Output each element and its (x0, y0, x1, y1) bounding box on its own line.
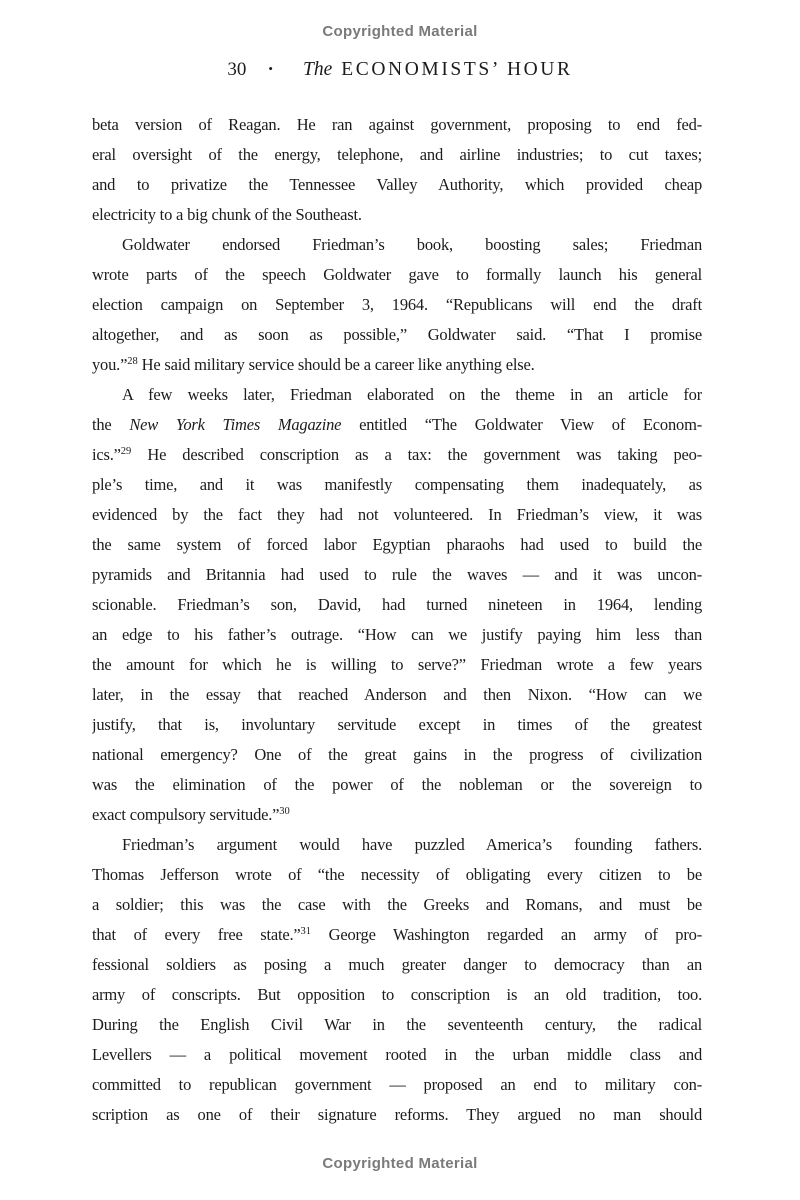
text-segment: ple’s time, and it was manifestly compensating them inadequately, as (92, 475, 702, 494)
header-bullet-separator: • (268, 61, 273, 76)
text-line (92, 230, 702, 260)
text-line (92, 1040, 702, 1070)
footnote-reference: 30 (279, 806, 290, 817)
text-segment: Goldwater endorsed Friedman’s book, boosting sales; Friedman (122, 235, 702, 254)
text-line (92, 620, 702, 650)
text-segment: A few weeks later, Friedman elaborated on the theme in an article for (122, 385, 702, 404)
text-segment: and to privatize the Tennessee Valley Authority, which provided cheap (92, 175, 702, 194)
text-segment: an edge to his father’s outrage. “How can we justify paying him less than (92, 625, 702, 644)
text-line (92, 170, 702, 200)
text-line (92, 1100, 702, 1130)
text-segment: army of conscripts. But opposition to conscription is an old tradition, too. (92, 985, 702, 1004)
text-segment: Friedman’s argument would have puzzled America’s founding fathers. (122, 835, 702, 854)
text-line (92, 410, 702, 440)
text-line (92, 650, 702, 680)
text-segment: evidenced by the fact they had not volunteered. In Friedman’s view, it was (92, 505, 702, 524)
text-segment: Levellers — a political movement rooted in the urban middle class and (92, 1045, 702, 1064)
text-segment: During the English Civil War in the seventeenth century, the radical (92, 1015, 702, 1034)
text-segment: scription as one of their signature reforms. They argued no man should (92, 1105, 702, 1124)
text-segment: the same system of forced labor Egyptian pharaohs had used to build the (92, 535, 702, 554)
paragraph (92, 830, 702, 1130)
text-line (92, 140, 702, 170)
text-line (92, 260, 702, 290)
text-line (92, 380, 702, 410)
italic-text: New York Times Magazine (129, 415, 342, 434)
text-line (92, 710, 702, 740)
text-line (92, 1070, 702, 1100)
text-segment: eral oversight of the energy, telephone, and airline industries; to cut taxes; (92, 145, 702, 164)
text-line (92, 950, 702, 980)
text-segment: election campaign on September 3, 1964. “Republicans will end the draft (92, 295, 702, 314)
text-segment: wrote parts of the speech Goldwater gave to formally launch his general (92, 265, 702, 284)
page-number: 30 (227, 59, 247, 80)
text-line (92, 590, 702, 620)
text-segment: national emergency? One of the great gains in the progress of civilization (92, 745, 702, 764)
text-segment: beta version of Reagan. He ran against government, proposing to end fed- (92, 115, 702, 134)
text-line (92, 920, 702, 950)
text-line (92, 290, 702, 320)
book-title-lead: The (302, 59, 333, 80)
text-segment: the amount for which he is willing to serve?” Friedman wrote a few years (92, 655, 702, 674)
text-segment: committed to republican government — proposed an end to military con- (92, 1075, 702, 1094)
page-body (92, 110, 702, 1130)
footnote-reference: 31 (300, 926, 312, 937)
copyright-watermark-top: Copyrighted Material (322, 23, 478, 40)
text-line (92, 980, 702, 1010)
text-line (92, 110, 702, 140)
text-segment: altogether, and as soon as possible,” Goldwater said. “That I promise (92, 325, 702, 344)
text-segment: was the elimination of the power of the nobleman or the sovereign to (92, 775, 702, 794)
text-segment: Thomas Jefferson wrote of “the necessity of obligating every citizen to be (92, 865, 702, 884)
text-segment: the (92, 415, 130, 434)
paragraph (92, 380, 702, 830)
paragraph (92, 230, 702, 380)
copyright-watermark-bottom: Copyrighted Material (322, 1155, 478, 1172)
text-line (92, 830, 702, 860)
text-segment: ics.” (92, 445, 121, 464)
text-segment: scionable. Friedman’s son, David, had turned nineteen in 1964, lending (92, 595, 702, 614)
text-segment: George Washington regarded an army of pro- (311, 925, 702, 944)
text-line (92, 1010, 702, 1040)
text-segment: that of every free state.” (92, 925, 301, 944)
text-segment: justify, that is, involuntary servitude except in times of the greatest (92, 715, 702, 734)
text-segment: pyramids and Britannia had used to rule the waves — and it was uncon- (92, 565, 702, 584)
text-segment: exact compulsory servitude.” (92, 805, 280, 824)
paragraph (92, 110, 702, 230)
text-segment: He said military service should be a career like anything else. (137, 355, 535, 374)
text-line (92, 800, 702, 830)
text-segment: electricity to a big chunk of the Southeast. (92, 205, 362, 224)
text-segment: a soldier; this was the case with the Greeks and Romans, and must be (92, 895, 702, 914)
text-line (92, 770, 702, 800)
text-line (92, 860, 702, 890)
running-header (0, 59, 800, 81)
text-line (92, 740, 702, 770)
text-line (92, 350, 702, 380)
text-segment: later, in the essay that reached Anderson and then Nixon. “How can we (92, 685, 702, 704)
footnote-reference: 28 (127, 356, 138, 367)
text-line (92, 530, 702, 560)
footnote-reference: 29 (120, 446, 132, 457)
text-segment: you.” (92, 355, 128, 374)
text-line (92, 200, 702, 230)
book-title: ECONOMISTS’ HOUR (341, 59, 573, 80)
text-segment: entitled “The Goldwater View of Econom- (341, 415, 702, 434)
text-line (92, 320, 702, 350)
text-line (92, 440, 702, 470)
text-line (92, 500, 702, 530)
text-line (92, 470, 702, 500)
text-segment: He described conscription as a tax: the government was taking peo- (131, 445, 702, 464)
text-line (92, 680, 702, 710)
text-line (92, 560, 702, 590)
text-line (92, 890, 702, 920)
text-segment: fessional soldiers as posing a much greater danger to democracy than an (92, 955, 702, 974)
